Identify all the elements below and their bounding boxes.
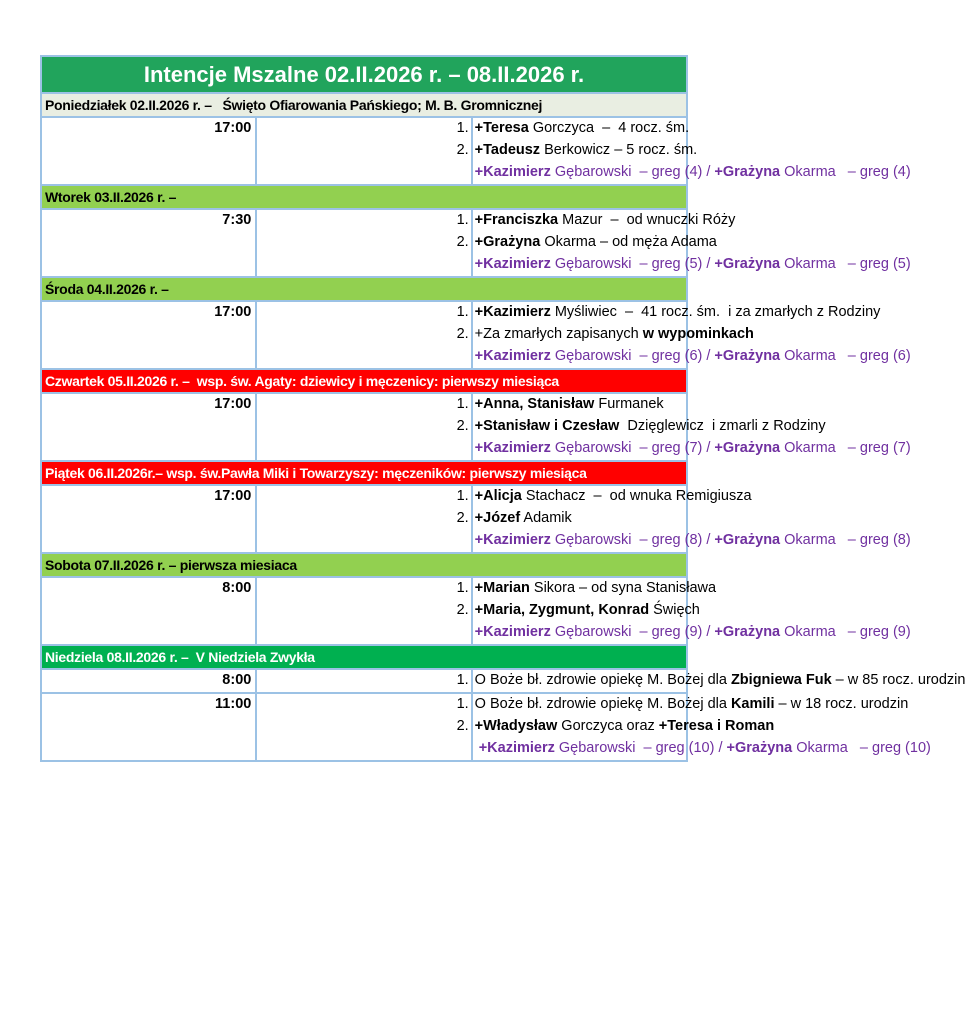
intention-span: +Maria, Zygmunt, Konrad: [474, 602, 650, 618]
intention-span: Okarma – od męża Adama: [540, 234, 717, 250]
intention-span: Stachacz – od wnuka Remigiusza: [521, 488, 752, 504]
intention-number: 1.: [456, 672, 469, 688]
intention-span: Gębarowski – greg (8) /: [550, 532, 715, 548]
intention-text: [474, 210, 736, 232]
intention-span: Gorczyca oraz: [557, 718, 659, 734]
intention-span: +Władysław: [474, 718, 558, 734]
intention-lines: [472, 669, 965, 693]
intention-text: [475, 394, 686, 416]
title-row: [41, 56, 687, 93]
intention-number: 2.: [456, 326, 469, 342]
intention-span: Zbigniewa Fuk: [730, 672, 832, 688]
intention-span: Okarma – greg (4): [780, 164, 911, 180]
intention-lines: [472, 485, 911, 553]
intention-span: Gębarowski – greg (4) /: [550, 164, 715, 180]
intention-text: [474, 118, 690, 140]
intention-text: [474, 716, 775, 738]
mass-block-row: [41, 485, 687, 553]
intention-text: [474, 438, 911, 460]
intention-span: +Teresa: [474, 120, 529, 136]
mass-time: 17:00: [41, 485, 256, 553]
intention-number: [257, 346, 468, 368]
mass-block-row: [41, 301, 687, 369]
intention-span: +Kazimierz: [478, 740, 555, 756]
mass-time: 8:00: [41, 577, 256, 645]
intention-span: O Boże bł. zdrowie opiekę M. Bożej dla: [474, 696, 731, 712]
intention-text: [474, 162, 911, 184]
intention-span: Gębarowski – greg (6) /: [550, 348, 715, 364]
intention-span: +Kazimierz: [474, 624, 551, 640]
mass-block-row: [41, 117, 687, 185]
intention-span: Okarma – greg (9): [780, 624, 911, 640]
intention-lines: [472, 301, 911, 369]
intention-span: Gębarowski – greg (9) /: [550, 624, 715, 640]
intention-text: [474, 416, 826, 438]
intention-span: Gorczyca – 4 rocz. śm.: [528, 120, 690, 136]
intention-number: [257, 530, 468, 552]
day-header-1: Wtorek 03.II.2026 r. –: [41, 185, 687, 209]
intention-text: [474, 622, 911, 644]
intention-numbers: [256, 669, 471, 693]
day-header-6: Niedziela 08.II.2026 r. – V Niedziela Zwykła: [41, 645, 687, 669]
intention-span: +Józef: [474, 510, 521, 526]
intention-number: [257, 622, 468, 644]
intention-numbers: [256, 485, 471, 553]
intention-number: [257, 162, 468, 184]
intention-span: – w 18 rocz. urodzin: [774, 696, 909, 712]
intention-span: Gębarowski – greg (5) /: [550, 256, 715, 272]
intention-span: +Stanisław i Czesław: [474, 418, 620, 434]
intention-span: +Grażyna: [714, 164, 781, 180]
intention-span: +Alicja: [474, 488, 522, 504]
mass-block-row: [41, 577, 687, 645]
intention-text: [474, 694, 909, 716]
intention-text: [474, 140, 698, 162]
intention-number: 1.: [456, 120, 469, 136]
mass-intentions-table: [40, 55, 965, 762]
intention-text: [474, 670, 965, 692]
intention-number: [257, 438, 468, 460]
intention-span: +Kazimierz: [474, 164, 551, 180]
schedule-body: [41, 93, 965, 761]
day-header-row: [41, 461, 687, 485]
intention-span: +Grażyna: [714, 624, 781, 640]
day-header-5: Sobota 07.II.2026 r. – pierwsza miesiaca: [41, 553, 687, 577]
intention-number: 2.: [456, 602, 469, 618]
intention-span: Dzięglewicz i zmarli z Rodziny: [619, 418, 826, 434]
intention-span: +Grażyna: [714, 348, 781, 364]
intention-span: Święch: [649, 602, 700, 618]
intention-span: +Kazimierz: [474, 256, 551, 272]
intention-text: [474, 600, 700, 622]
mass-time: 17:00: [41, 301, 256, 369]
intention-span: O Boże bł. zdrowie opiekę M. Bożej dla: [474, 672, 731, 688]
intention-numbers: [256, 117, 471, 185]
intention-span: +Grażyna: [726, 740, 793, 756]
intention-span: Adamik: [520, 510, 572, 526]
intention-text: [474, 232, 717, 254]
intention-text: [474, 578, 717, 600]
day-header-row: [41, 185, 687, 209]
intention-span: Mazur – od wnuczki Róży: [558, 212, 736, 228]
intention-span: +Tadeusz: [474, 142, 541, 158]
intention-number: 1.: [456, 396, 469, 412]
day-header-row: [41, 369, 687, 393]
intention-lines: [472, 209, 911, 277]
intention-number: 2.: [456, 510, 469, 526]
intention-lines: [472, 393, 911, 461]
mass-block-row: [41, 669, 687, 693]
intention-numbers: [256, 577, 471, 645]
intention-number: 2.: [456, 418, 469, 434]
mass-block-row: [41, 693, 687, 761]
intention-text: [475, 738, 931, 760]
intention-span: +Marian: [474, 580, 530, 596]
mass-time: 17:00: [41, 117, 256, 185]
intention-span: Gębarowski – greg (10) /: [554, 740, 727, 756]
intention-span: +Teresa i Roman: [658, 718, 775, 734]
intention-span: Furmanek: [594, 396, 664, 412]
day-header-row: [41, 277, 687, 301]
intention-span: +Kazimierz: [474, 440, 551, 456]
intention-span: Berkowicz – 5 rocz. śm.: [540, 142, 698, 158]
mass-block-row: [41, 209, 687, 277]
intention-number: 1.: [456, 488, 469, 504]
intention-text: [474, 486, 752, 508]
day-header-row: [41, 645, 687, 669]
intention-span: +Grażyna: [714, 256, 781, 272]
day-header-2: Środa 04.II.2026 r. –: [41, 277, 687, 301]
intention-span: Kamili: [730, 696, 775, 712]
intention-text: [474, 530, 911, 552]
intention-text: [474, 324, 754, 346]
intention-number: 2.: [456, 718, 469, 734]
intention-text: [474, 302, 881, 324]
intention-span: Myśliwiec – 41 rocz. śm. i za zmarłych z Rodziny: [550, 304, 881, 320]
intention-span: +Grażyna: [474, 234, 541, 250]
intention-span: Okarma – greg (6): [780, 348, 911, 364]
mass-time: 7:30: [41, 209, 256, 277]
day-header-0: Poniedziałek 02.II.2026 r. – Święto Ofiarowania Pańskiego; M. B. Gromnicznej: [41, 93, 687, 117]
intention-span: w wypominkach: [642, 326, 754, 342]
intention-number: 2.: [456, 142, 469, 158]
intention-numbers: [256, 393, 471, 461]
intention-span: Okarma – greg (5): [780, 256, 911, 272]
mass-time: 17:00: [41, 393, 256, 461]
intention-number: 1.: [456, 696, 469, 712]
day-header-row: [41, 93, 687, 117]
intention-span: Sikora – od syna Stanisława: [529, 580, 717, 596]
day-header-3: Czwartek 05.II.2026 r. – wsp. św. Agaty: dziewicy i męczenicy: pierwszy miesiąca: [41, 369, 687, 393]
mass-time: 11:00: [41, 693, 256, 761]
intention-span: +Grażyna: [714, 440, 781, 456]
intention-number: 1.: [456, 212, 469, 228]
intention-number: 1.: [456, 304, 469, 320]
intention-span: +Franciszka: [474, 212, 559, 228]
intention-span: Okarma – greg (8): [780, 532, 911, 548]
intention-text: [475, 508, 686, 530]
intention-numbers: [256, 209, 471, 277]
intention-numbers: [256, 693, 471, 761]
intention-numbers: [256, 301, 471, 369]
intention-span: +Kazimierz: [474, 532, 551, 548]
intention-span: +Kazimierz: [474, 304, 551, 320]
page-title: Intencje Mszalne 02.II.2026 r. – 08.II.2026 r.: [41, 56, 687, 93]
intention-span: Okarma – greg (7): [780, 440, 911, 456]
intention-lines: [472, 693, 931, 761]
intention-number: [257, 254, 468, 276]
intention-lines: [472, 117, 911, 185]
intention-number: 2.: [456, 234, 469, 250]
intention-span: Okarma – greg (10): [792, 740, 931, 756]
intention-span: – w 85 rocz. urodzin: [831, 672, 965, 688]
intention-span: +Kazimierz: [474, 348, 551, 364]
day-header-row: [41, 553, 687, 577]
intention-span: Gębarowski – greg (7) /: [550, 440, 715, 456]
intention-span: +Grażyna: [714, 532, 781, 548]
intention-lines: [472, 577, 911, 645]
intention-number: 1.: [456, 580, 469, 596]
mass-block-row: [41, 393, 687, 461]
intention-text: [474, 346, 911, 368]
intention-span: +Za zmarłych zapisanych: [474, 326, 643, 342]
intention-number: [257, 738, 468, 760]
day-header-4: Piątek 06.II.2026r.– wsp. św.Pawła Miki i Towarzyszy: męczeników: pierwszy miesiąca: [41, 461, 687, 485]
mass-time: 8:00: [41, 669, 256, 693]
intention-text: [474, 254, 911, 276]
intention-span: +Anna, Stanisław: [474, 396, 595, 412]
